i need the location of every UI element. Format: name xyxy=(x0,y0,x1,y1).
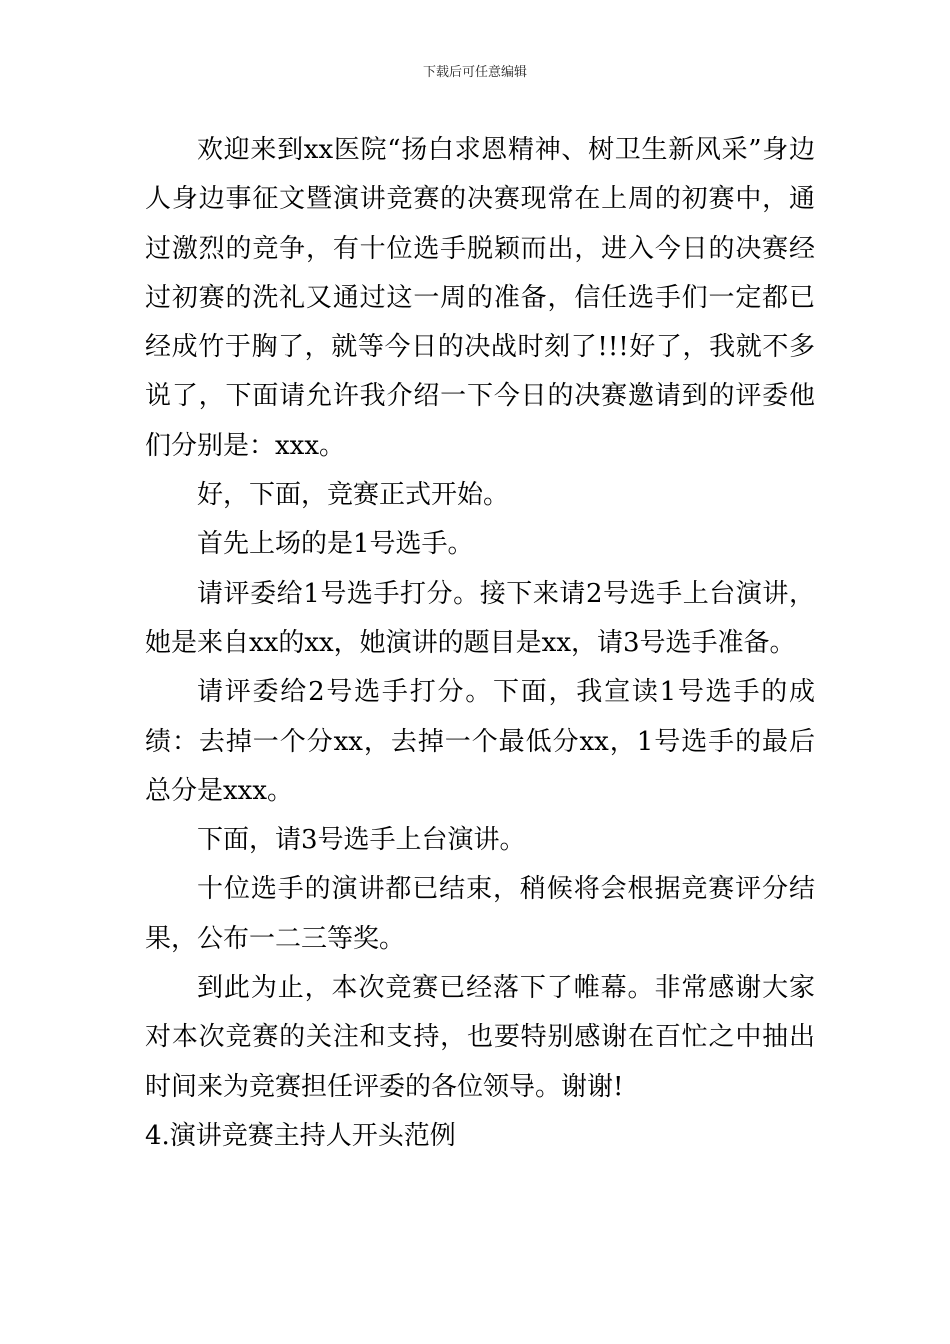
paragraph-score-one: 请评委给1号选手打分。接下来请2号选手上台演讲，她是来自xx的xx，她演讲的题目是xx，请3号选手准备。 xyxy=(145,578,815,658)
paragraph-score-two: 请评委给2号选手打分。下面，我宣读1号选手的成绩：去掉一个分xx，去掉一个最低分xx，1号选手的最后总分是xxx。 xyxy=(145,677,815,806)
paragraph-welcome: 欢迎来到xx医院“扬白求恩精神、树卫生新风采”身边人身边事征文暨演讲竞赛的决赛现常在上周的初赛中，通过激烈的竞争，有十位选手脱颖而出，进入今日的决赛经过初赛的洗礼又通过这一周的准备，信任选手们一定都已经成竹于胸了，就等今日的决战时刻了!!!好了，我就不多说了，下面请允许我介绍一下今日的决赛邀请到的评委他们分别是：xxx。 xyxy=(145,135,815,461)
paragraph-third-contestant: 下面，请3号选手上台演讲。 xyxy=(197,825,526,856)
paragraph-closing: 到此为止，本次竞赛已经落下了帷幕。非常感谢大家对本次竞赛的关注和支持，也要特别感谢在百忙之中抽出时间来为竞赛担任评委的各位领导。谢谢! xyxy=(145,973,815,1102)
section-heading: 4.演讲竞赛主持人开头范例 xyxy=(145,1120,456,1151)
paragraph-results: 十位选手的演讲都已结束，稍候将会根据竞赛评分结果，公布一二三等奖。 xyxy=(145,874,815,954)
paragraph-first-contestant: 首先上场的是1号选手。 xyxy=(197,529,474,560)
paragraph-start: 好，下面，竞赛正式开始。 xyxy=(197,480,510,511)
page-header-note: 下载后可任意编辑 xyxy=(422,65,527,80)
document-body xyxy=(145,126,815,1161)
